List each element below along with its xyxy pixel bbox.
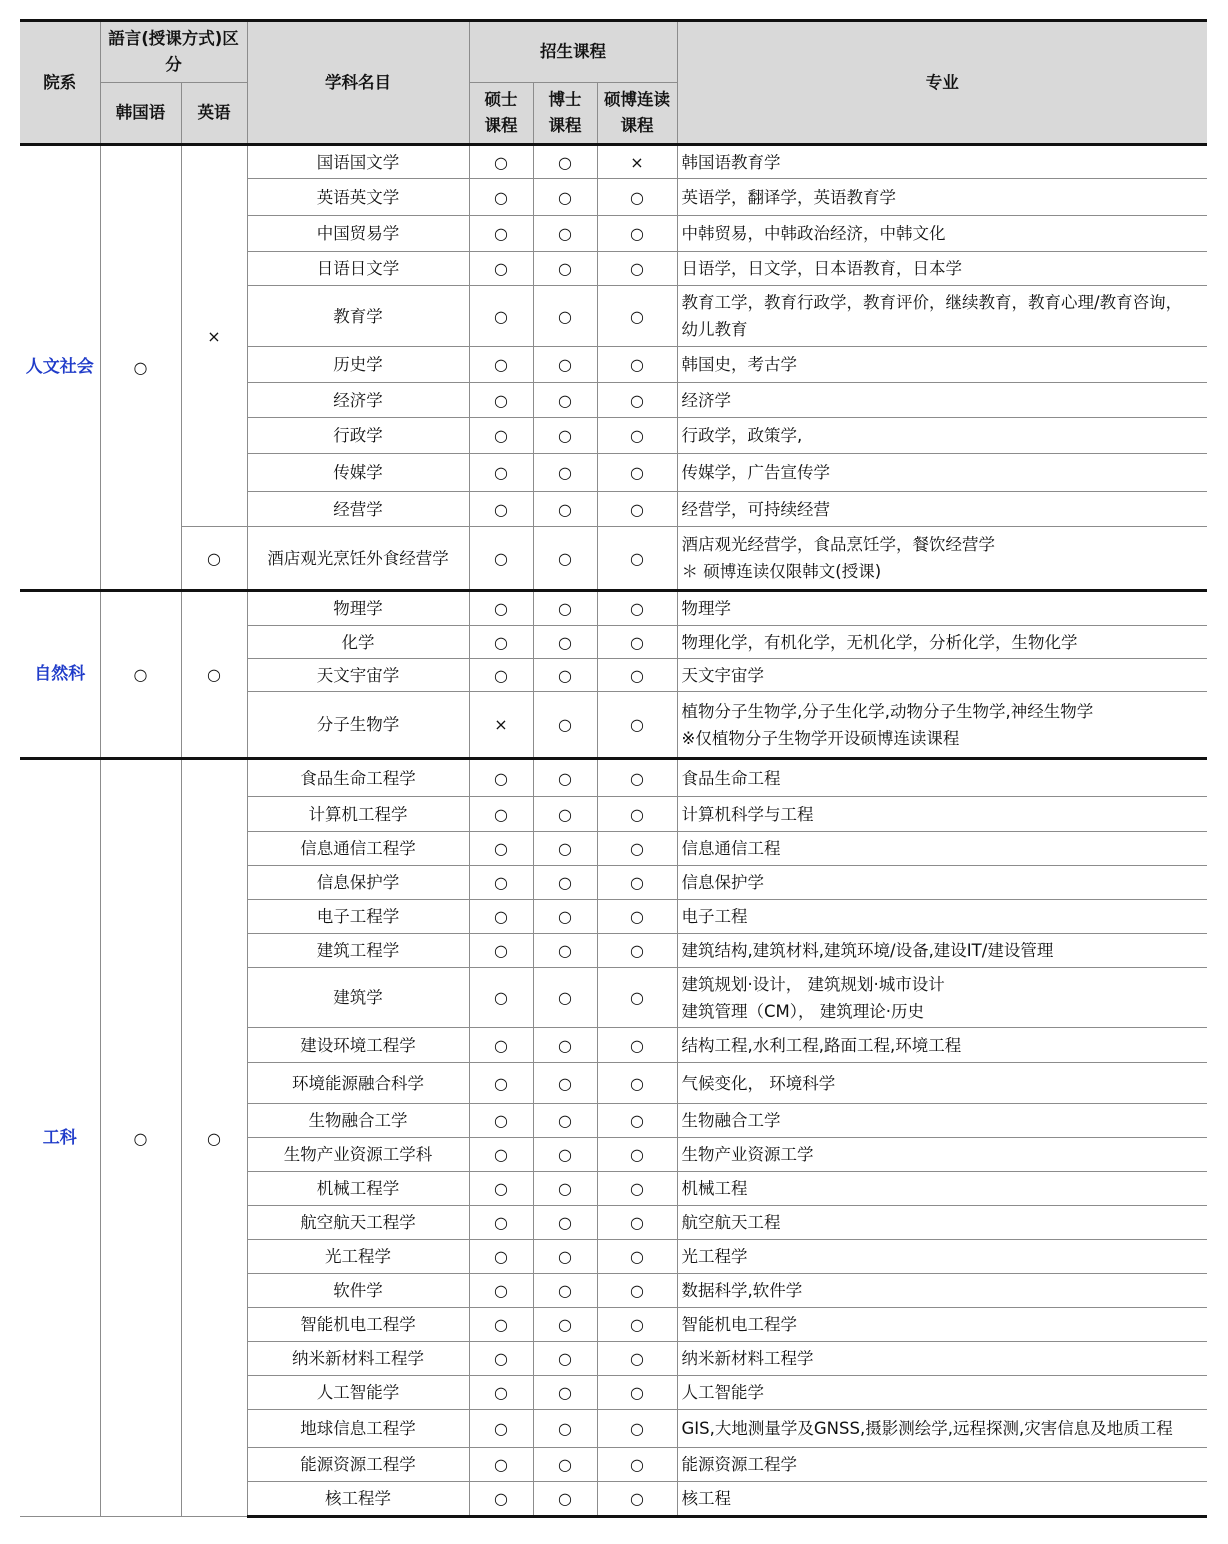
combined-mark: ○ xyxy=(597,1172,677,1206)
subject-name: 信息保护学 xyxy=(247,866,469,900)
combined-mark: ○ xyxy=(597,692,677,759)
subject-name: 地球信息工程学 xyxy=(247,1410,469,1448)
master-mark: ○ xyxy=(469,1206,533,1240)
korean-mark: ○ xyxy=(100,145,181,591)
combined-mark: ○ xyxy=(597,866,677,900)
master-mark: ○ xyxy=(469,659,533,692)
english-mark: × xyxy=(181,145,247,527)
header-korean: 韩国语 xyxy=(100,83,181,145)
major-text: 电子工程 xyxy=(677,900,1207,934)
master-mark: ○ xyxy=(469,759,533,797)
subject-name: 人工智能学 xyxy=(247,1376,469,1410)
program-table xyxy=(20,19,1207,1518)
combined-mark: ○ xyxy=(597,1308,677,1342)
subject-name: 英语英文学 xyxy=(247,179,469,216)
major-text: 日语学，日文学，日本语教育，日本学 xyxy=(677,252,1207,286)
combined-mark: ○ xyxy=(597,383,677,418)
doctor-mark: ○ xyxy=(533,1410,597,1448)
doctor-mark: ○ xyxy=(533,968,597,1028)
combined-mark: ○ xyxy=(597,454,677,492)
master-mark: ○ xyxy=(469,492,533,527)
faculty-cell: 工科 xyxy=(20,759,100,1517)
major-text: 人工智能学 xyxy=(677,1376,1207,1410)
subject-name: 化学 xyxy=(247,626,469,659)
major-text: 天文宇宙学 xyxy=(677,659,1207,692)
master-mark: ○ xyxy=(469,1028,533,1063)
english-mark: ○ xyxy=(181,759,247,1517)
subject-name: 电子工程学 xyxy=(247,900,469,934)
combined-mark: ○ xyxy=(597,900,677,934)
subject-name: 天文宇宙学 xyxy=(247,659,469,692)
subject-name: 建设环境工程学 xyxy=(247,1028,469,1063)
master-mark: ○ xyxy=(469,1172,533,1206)
doctor-mark: ○ xyxy=(533,286,597,347)
master-mark: ○ xyxy=(469,797,533,832)
combined-mark: ○ xyxy=(597,1028,677,1063)
combined-mark: ○ xyxy=(597,797,677,832)
subject-name: 酒店观光烹饪外食经营学 xyxy=(247,527,469,591)
header-english: 英语 xyxy=(181,83,247,145)
doctor-mark: ○ xyxy=(533,1240,597,1274)
header-major: 专业 xyxy=(677,21,1207,145)
combined-mark: ○ xyxy=(597,1206,677,1240)
major-text: 信息通信工程 xyxy=(677,832,1207,866)
master-mark: ○ xyxy=(469,1240,533,1274)
major-text: 植物分子生物学,分子生化学,动物分子生物学,神经生物学 ※仅植物分子生物学开设硕博连读课程 xyxy=(677,692,1207,759)
header-doctor: 博士 课程 xyxy=(533,83,597,145)
major-text: 食品生命工程 xyxy=(677,759,1207,797)
subject-name: 日语日文学 xyxy=(247,252,469,286)
header-language: 語言(授课方式)区分 xyxy=(100,21,247,83)
major-text: 中韩贸易，中韩政治经济，中韩文化 xyxy=(677,216,1207,252)
subject-name: 生物产业资源工学科 xyxy=(247,1138,469,1172)
header-combined: 硕博连读 课程 xyxy=(597,83,677,145)
master-mark: ○ xyxy=(469,900,533,934)
major-text: 核工程 xyxy=(677,1482,1207,1517)
doctor-mark: ○ xyxy=(533,383,597,418)
master-mark: ○ xyxy=(469,1342,533,1376)
doctor-mark: ○ xyxy=(533,454,597,492)
doctor-mark: ○ xyxy=(533,797,597,832)
major-text: 光工程学 xyxy=(677,1240,1207,1274)
doctor-mark: ○ xyxy=(533,1138,597,1172)
combined-mark: ○ xyxy=(597,252,677,286)
subject-name: 经济学 xyxy=(247,383,469,418)
faculty-cell: 人文社会 xyxy=(20,145,100,591)
combined-mark: ○ xyxy=(597,179,677,216)
major-text: 韩国语教育学 xyxy=(677,145,1207,179)
master-mark: ○ xyxy=(469,1308,533,1342)
header-subject: 学科名目 xyxy=(247,21,469,145)
doctor-mark: ○ xyxy=(533,1482,597,1517)
doctor-mark: ○ xyxy=(533,347,597,383)
master-mark: ○ xyxy=(469,527,533,591)
combined-mark: ○ xyxy=(597,216,677,252)
doctor-mark: ○ xyxy=(533,659,597,692)
master-mark: ○ xyxy=(469,1063,533,1104)
major-text: 计算机科学与工程 xyxy=(677,797,1207,832)
doctor-mark: ○ xyxy=(533,527,597,591)
major-text: 气候变化， 环境科学 xyxy=(677,1063,1207,1104)
master-mark: × xyxy=(469,692,533,759)
faculty-cell: 自然科 xyxy=(20,591,100,759)
doctor-mark: ○ xyxy=(533,1206,597,1240)
master-mark: ○ xyxy=(469,1274,533,1308)
doctor-mark: ○ xyxy=(533,1448,597,1482)
master-mark: ○ xyxy=(469,934,533,968)
master-mark: ○ xyxy=(469,591,533,626)
subject-name: 物理学 xyxy=(247,591,469,626)
combined-mark: ○ xyxy=(597,1240,677,1274)
major-text: 酒店观光经营学，食品烹饪学，餐饮经营学 ＊ 硕博连读仅限韩文(授课) xyxy=(677,527,1207,591)
major-text: 经济学 xyxy=(677,383,1207,418)
major-text: 建筑规划·设计， 建筑规划·城市设计 建筑管理（CM）， 建筑理论·历史 xyxy=(677,968,1207,1028)
doctor-mark: ○ xyxy=(533,591,597,626)
subject-name: 食品生命工程学 xyxy=(247,759,469,797)
master-mark: ○ xyxy=(469,1376,533,1410)
combined-mark: ○ xyxy=(597,492,677,527)
doctor-mark: ○ xyxy=(533,832,597,866)
master-mark: ○ xyxy=(469,145,533,179)
korean-mark: ○ xyxy=(100,591,181,759)
subject-name: 建筑学 xyxy=(247,968,469,1028)
major-text: 行政学，政策学, xyxy=(677,418,1207,454)
subject-name: 行政学 xyxy=(247,418,469,454)
table-row xyxy=(20,145,1207,179)
major-text: 物理学 xyxy=(677,591,1207,626)
master-mark: ○ xyxy=(469,383,533,418)
master-mark: ○ xyxy=(469,252,533,286)
master-mark: ○ xyxy=(469,1104,533,1138)
doctor-mark: ○ xyxy=(533,900,597,934)
doctor-mark: ○ xyxy=(533,418,597,454)
subject-name: 能源资源工程学 xyxy=(247,1448,469,1482)
subject-name: 计算机工程学 xyxy=(247,797,469,832)
major-text: 物理化学，有机化学，无机化学，分析化学，生物化学 xyxy=(677,626,1207,659)
combined-mark: ○ xyxy=(597,1376,677,1410)
major-text: 数据科学,软件学 xyxy=(677,1274,1207,1308)
major-text: 信息保护学 xyxy=(677,866,1207,900)
doctor-mark: ○ xyxy=(533,934,597,968)
english-mark: ○ xyxy=(181,591,247,759)
doctor-mark: ○ xyxy=(533,492,597,527)
master-mark: ○ xyxy=(469,347,533,383)
table-body xyxy=(20,145,1207,1517)
combined-mark: ○ xyxy=(597,759,677,797)
major-text: 英语学，翻译学，英语教育学 xyxy=(677,179,1207,216)
doctor-mark: ○ xyxy=(533,216,597,252)
combined-mark: ○ xyxy=(597,1342,677,1376)
combined-mark: ○ xyxy=(597,832,677,866)
combined-mark: ○ xyxy=(597,286,677,347)
doctor-mark: ○ xyxy=(533,692,597,759)
doctor-mark: ○ xyxy=(533,145,597,179)
subject-name: 国语国文学 xyxy=(247,145,469,179)
header-courses: 招生课程 xyxy=(469,21,677,83)
master-mark: ○ xyxy=(469,1410,533,1448)
doctor-mark: ○ xyxy=(533,1104,597,1138)
subject-name: 经营学 xyxy=(247,492,469,527)
master-mark: ○ xyxy=(469,968,533,1028)
subject-name: 建筑工程学 xyxy=(247,934,469,968)
major-text: 智能机电工程学 xyxy=(677,1308,1207,1342)
master-mark: ○ xyxy=(469,216,533,252)
doctor-mark: ○ xyxy=(533,1376,597,1410)
combined-mark: ○ xyxy=(597,418,677,454)
subject-name: 光工程学 xyxy=(247,1240,469,1274)
master-mark: ○ xyxy=(469,1448,533,1482)
doctor-mark: ○ xyxy=(533,866,597,900)
major-text: 机械工程 xyxy=(677,1172,1207,1206)
header-master: 硕士 课程 xyxy=(469,83,533,145)
doctor-mark: ○ xyxy=(533,1028,597,1063)
doctor-mark: ○ xyxy=(533,759,597,797)
major-text: GIS,大地测量学及GNSS,摄影测绘学,远程探测,灾害信息及地质工程 xyxy=(677,1410,1207,1448)
subject-name: 纳米新材料工程学 xyxy=(247,1342,469,1376)
doctor-mark: ○ xyxy=(533,1172,597,1206)
major-text: 建筑结构,建筑材料,建筑环境/设备,建设IT/建设管理 xyxy=(677,934,1207,968)
master-mark: ○ xyxy=(469,179,533,216)
major-text: 结构工程,水利工程,路面工程,环境工程 xyxy=(677,1028,1207,1063)
doctor-mark: ○ xyxy=(533,179,597,216)
subject-name: 软件学 xyxy=(247,1274,469,1308)
subject-name: 教育学 xyxy=(247,286,469,347)
major-text: 纳米新材料工程学 xyxy=(677,1342,1207,1376)
combined-mark: ○ xyxy=(597,659,677,692)
doctor-mark: ○ xyxy=(533,626,597,659)
table-row xyxy=(20,591,1207,626)
major-text: 航空航天工程 xyxy=(677,1206,1207,1240)
major-text: 经营学，可持续经营 xyxy=(677,492,1207,527)
doctor-mark: ○ xyxy=(533,252,597,286)
english-mark: ○ xyxy=(181,527,247,591)
combined-mark: ○ xyxy=(597,527,677,591)
major-text: 韩国史，考古学 xyxy=(677,347,1207,383)
combined-mark: ○ xyxy=(597,968,677,1028)
master-mark: ○ xyxy=(469,1482,533,1517)
combined-mark: × xyxy=(597,145,677,179)
master-mark: ○ xyxy=(469,832,533,866)
header-faculty: 院系 xyxy=(20,21,100,145)
major-text: 能源资源工程学 xyxy=(677,1448,1207,1482)
major-text: 生物融合工学 xyxy=(677,1104,1207,1138)
doctor-mark: ○ xyxy=(533,1274,597,1308)
major-text: 生物产业资源工学 xyxy=(677,1138,1207,1172)
subject-name: 分子生物学 xyxy=(247,692,469,759)
table-row xyxy=(20,527,1207,591)
doctor-mark: ○ xyxy=(533,1342,597,1376)
combined-mark: ○ xyxy=(597,1410,677,1448)
table-row xyxy=(20,759,1207,797)
korean-mark: ○ xyxy=(100,759,181,1517)
major-text: 教育工学，教育行政学，教育评价，继续教育，教育心理/教育咨询， 幼儿教育 xyxy=(677,286,1207,347)
subject-name: 信息通信工程学 xyxy=(247,832,469,866)
subject-name: 航空航天工程学 xyxy=(247,1206,469,1240)
doctor-mark: ○ xyxy=(533,1063,597,1104)
subject-name: 生物融合工学 xyxy=(247,1104,469,1138)
subject-name: 中国贸易学 xyxy=(247,216,469,252)
combined-mark: ○ xyxy=(597,1448,677,1482)
subject-name: 传媒学 xyxy=(247,454,469,492)
combined-mark: ○ xyxy=(597,1138,677,1172)
combined-mark: ○ xyxy=(597,1482,677,1517)
master-mark: ○ xyxy=(469,626,533,659)
subject-name: 机械工程学 xyxy=(247,1172,469,1206)
master-mark: ○ xyxy=(469,286,533,347)
combined-mark: ○ xyxy=(597,626,677,659)
combined-mark: ○ xyxy=(597,591,677,626)
subject-name: 核工程学 xyxy=(247,1482,469,1517)
combined-mark: ○ xyxy=(597,934,677,968)
master-mark: ○ xyxy=(469,1138,533,1172)
master-mark: ○ xyxy=(469,866,533,900)
subject-name: 环境能源融合科学 xyxy=(247,1063,469,1104)
combined-mark: ○ xyxy=(597,1104,677,1138)
subject-name: 智能机电工程学 xyxy=(247,1308,469,1342)
master-mark: ○ xyxy=(469,454,533,492)
combined-mark: ○ xyxy=(597,347,677,383)
subject-name: 历史学 xyxy=(247,347,469,383)
combined-mark: ○ xyxy=(597,1063,677,1104)
doctor-mark: ○ xyxy=(533,1308,597,1342)
combined-mark: ○ xyxy=(597,1274,677,1308)
major-text: 传媒学，广告宣传学 xyxy=(677,454,1207,492)
master-mark: ○ xyxy=(469,418,533,454)
